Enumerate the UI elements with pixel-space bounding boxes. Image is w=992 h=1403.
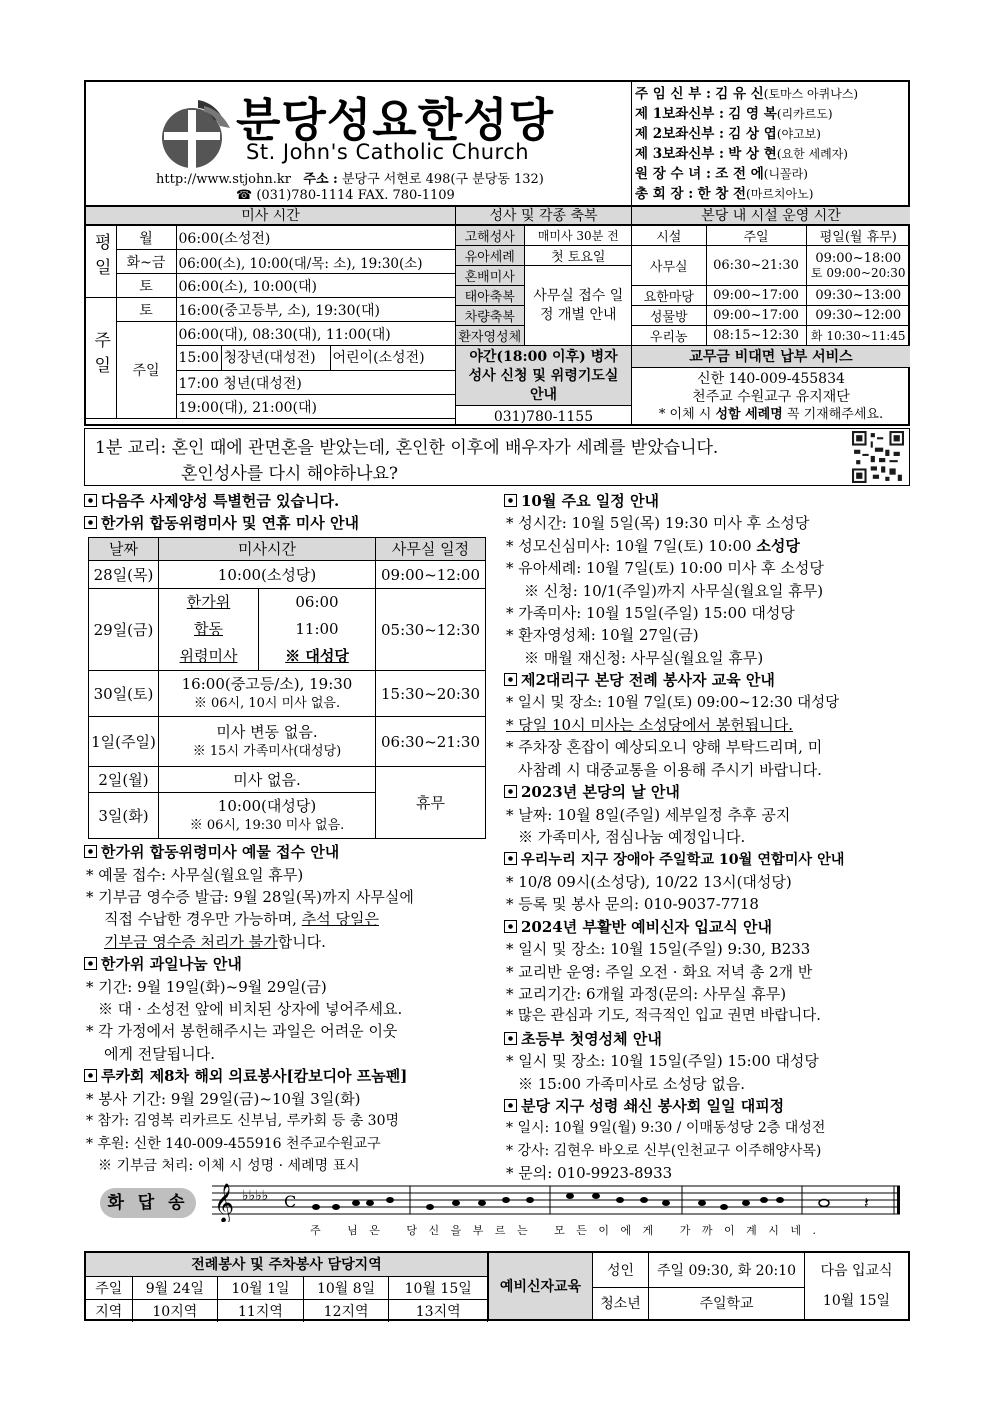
facility-table: 시설 주일 평일(월 휴무) 사무실 06:30~21:30 09:00~18:00 토 09:00~20:30 요한마당 09:00~17:00 09:30~13:00 성물방 09:00~17:00 09:30~12:00 우리농 08:15~12:30 화 10:30~11:45 [632,225,910,346]
notice-heading: 초등부 첫영성체 안내 [504,1028,910,1050]
notice-bullet-icon [84,845,97,858]
notice-bullet-icon [504,1032,517,1045]
svg-text:C: C [284,1192,297,1211]
night-phone: 031)780-1155 [493,409,594,425]
svg-text:𝄞: 𝄞 [214,1183,235,1222]
church-branding [86,82,632,206]
notice-heading: 루카회 제8차 해외 의료봉사[캄보디아 프놈펜] [84,1065,494,1087]
svg-text:♭♭♭♭: ♭♭♭♭ [242,1188,269,1204]
notice-heading: 10월 주요 일정 안내 [504,490,910,512]
sunday-label: 주일 [86,298,116,419]
svg-text:𝄽: 𝄽 [864,1193,869,1212]
notice-bullet-icon [84,516,97,529]
duty-table: 전례봉사 및 주차봉사 담당지역 주일 9월 24일 10월 1일 10월 8일 10월 15일 지역 10지역 11지역 12지역 13지역 [86,1253,488,1322]
notice-heading: 다음주 사제양성 특별헌금 있습니다. [84,490,494,512]
table-row: 주일 토 16:00(중고등부, 소), 19:30(대) [86,298,456,322]
clergy-list [635,84,910,204]
mass-times-table [86,225,456,419]
address-line [156,168,544,187]
table-row: 토 06:00(소), 10:00(대) [86,274,456,298]
notice-bullet-icon [84,494,97,507]
psalm-response [90,1178,910,1238]
table-row: 평일 월 06:00(소성전) [86,226,456,250]
mass-times [86,207,456,425]
address-label: 주소 : [303,172,338,187]
church-name: 분당성요한성당 [236,93,555,147]
doctrine-question: 1분 교리: 혼인 때에 관면혼을 받았는데, 혼인한 이후에 배우자가 세례를 받았습니다. [95,438,719,458]
doctrine-question-cont: 혼인성사를 다시 해야하나요? [181,464,398,484]
notice-bullet-icon [504,494,517,507]
notice-heading: 한가위 합동위령미사 예물 접수 안내 [84,841,494,863]
notice-bullet-icon [504,673,517,686]
clergy-row: 총 회 장 : 한 창 전(마르치아노) [635,186,814,202]
schedule-section [84,206,910,426]
notice-heading: 우리누리 지구 장애아 주일학교 10월 연합미사 안내 [504,849,910,871]
notice-heading: 2024년 부활반 예비신자 입교식 안내 [504,916,910,938]
psalm-label: 화 답 송 [100,1188,196,1218]
bulletin-header [84,80,910,206]
donation-account: 신한 140-009-455834 천주교 수원교구 유지재단 * 이체 시 성함 세례명 꼭 기재해주세요. [658,371,884,422]
notice-bullet-icon [504,1099,517,1112]
notice-heading: 한가위 과일나눔 안내 [84,953,494,975]
chuseok-mass-table: 날짜 미사시간 사무실 일정 28일(목) 10:00(소성당) 09:00~12:00 29일(금) 한가위 합동 위령미사 06:00 11:00 ※ 대성당 05:30~12:30 30일(토) 16:00(중고등/소), 19:30 ※ 06시, 10시 미사 없음. 15:30~20:30 1일(주일) 미사 변동 없음. ※ 15시 가족미사(대성당) 06:30~21:30 2일(월) 미사 없음. 휴무 3일(화) 10:00(대성당) ※ 06시, 19:30 미사 없음. [88,537,486,839]
mass-times-title: 미사 시간 [86,207,455,225]
clergy-row: 원 장 수 녀 : 조 전 에(니꼴라) [635,166,808,182]
clergy-row: 제 1보좌신부 : 김 영 복(리카르도) [635,106,833,122]
psalm-lyrics: 주 님은 당신을부르는 모든이에게 가까이계시네. [310,1224,828,1237]
table-row: 17:00 청년(대성전) [86,371,456,395]
music-staff-icon [212,1178,902,1222]
clergy-row: 주 임 신 부 : 김 유 신(토마스 아퀴나스) [635,86,859,102]
clergy-row: 제 2보좌신부 : 김 상 엽(야고보) [635,126,821,142]
bottom-info [84,1251,910,1321]
notice-heading: 한가위 합동위령미사 및 연휴 미사 안내 [84,512,494,534]
table-row: 화~금 06:00(소), 10:00(대/목: 소), 19:30(소) [86,250,456,274]
table-row: 15:00 청장년(대성전) 어린이(소성전) [86,346,456,371]
notice-bullet-icon [504,785,517,798]
right-column: 10월 주요 일정 안내 * 성시간: 10월 5일(목) 19:30 미사 후 소성당 * 성모신심미사: 10월 7일(토) 10:00 소성당 * 유아세례: 10월 7일(토) 10:00 미사 후 소성당 ※ 신청: 10/1(주일)까지 사무실(월요일 휴무) * 가족미사: 10월 15일(주일) 15:00 대성당 * 환자영성체: 10월 27일(금) ※ 매월 재신청: 사무실(월요일 휴무) 제2대리구 본당 전례 봉사자 교육 안내 * 일시 및 장소: 10월 7일(토) 09:00~12:30 대성당 * 당일 10시 미사는 소성당에서 봉헌됩니다. * 주차장 혼잡이 예상되오니 양해 부탁드리며, 미 사참례 시 대중교통을 이용해 주시기 바랍니다. 2023년 본당의 날 안내 * 날짜: 10월 8일(주일) 세부일정 추후 공지 ※ 가족미사, 점심나눔 예정입니다. 우리누리 지구 장애아 주일학교 10월 연합미사 안내 * 10/8 09시(소성당), 10/22 13시(대성당) * 등록 및 봉사 문의: 010-9037-7718 2024년 부활반 예비신자 입교식 안내 * 일시 및 장소: 10월 15일(주일) 9:30, B233 * 교리반 운영: 주일 오전 · 화요 저녁 총 2개 반 * 교리기간: 6개월 과정(문의: 사무실 휴무) * 많은 관심과 기도, 적극적인 입교 권면 바랍니다. 초등부 첫영성체 안내 * 일시 및 장소: 10월 15일(주일) 15:00 대성당 ※ 15:00 가족미사로 소성당 없음. 분당 지구 성령 쇄신 봉사회 일일 대피정 * 일시: 10월 9일(월) 9:30 / 이매동성당 2층 대성전 * 강사: 김현우 바오로 신부(인천교구 이주해양사목) * 문의: 010-9923-8933 [504,490,910,1185]
doctrine-box [84,428,910,486]
notice-bullet-icon [84,1069,97,1082]
qr-code-icon[interactable] [851,431,905,483]
table-row: 주일 06:00(대), 08:30(대), 11:00(대) [86,322,456,346]
clergy-row: 제 3보좌신부 : 박 상 현(요한 세례자) [635,146,848,162]
sacraments-title: 성사 및 각종 축복 [456,207,631,225]
notice-bullet-icon [504,852,517,865]
facility-title: 본당 내 시설 운영 시간 [632,207,910,225]
sacraments-table: 고해성사 매미사 30분 전 유아세례 첫 토요일 혼배미사 사무실 접수 일정 개별 안내 태아축복 차량축복 환자영성체 [456,225,632,346]
catechumen-table: 예비신자교육 성인 주일 09:30, 화 20:10 다음 입교식 10월 15일 청소년 주일학교 [488,1253,908,1319]
notice-heading: 분당 지구 성령 쇄신 봉사회 일일 대피정 [504,1095,910,1117]
notice-bullet-icon [504,920,517,933]
weekday-label: 평일 [86,226,116,298]
website-link[interactable]: http://www.stjohn.kr [156,172,291,187]
donation-title: 교무금 비대면 납부 서비스 [632,346,910,368]
left-column: 다음주 사제양성 특별헌금 있습니다. 한가위 합동위령미사 및 연휴 미사 안내 날짜 미사시간 사무실 일정 28일(목) 10:00(소성당) 09:00~12:00 29일(금) 한가위 합동 위령미사 06:00 11:00 ※ 대성당 05:30~12:30 30일(토) 16:00(중고등/소), 19:30 ※ 06시, 10시 미사 없음. 15:30~20:30 1일(주일) 미사 변동 없음. ※ 15시 가족미사(대성당) 06:30~21:30 2일(월) 미사 없음. 휴무 3일(화) 10:00(대성당) ※ 06시, 19:30 미사 없음. 한가위 합동위령미사 예물 접수 안내 * 예물 접수: 사무실(월요일 휴무) * 기부금 영수증 발급: 9월 28일(목)까지 사무실에 직접 수납한 경우만 가능하며, 추석 당일은 기부금 영수증 처리가 불가합니다. 한가위 과일나눔 안내 * 기간: 9월 19일(화)~9월 29일(금) ※ 대 · 소성전 앞에 비치된 상자에 넣어주세요. * 각 가정에서 봉헌해주시는 과일은 어려운 이웃 에게 전달됩니다. 루카회 제8차 해외 의료봉사[캄보디아 프놈펜] * 봉사 기간: 9월 29일(금)~10월 3일(화) * 참가: 김영복 리카르도 신부님, 루카회 등 총 30명 * 후원: 신한 140-009-455916 천주교수원교구 ※ 기부금 처리: 이체 시 성명 · 세례명 표시 [84,490,494,1177]
night-anointing-notice: 야간(18:00 이후) 병자성사 신청 및 위령기도실 안내 [456,346,631,406]
table-row: 19:00(대), 21:00(대) [86,395,456,419]
notice-heading: 2023년 본당의 날 안내 [504,781,910,803]
phone-line: ☎ (031)780-1114 FAX. 780-1109 [236,188,455,203]
sacraments [456,207,632,425]
church-english-name: St. John's Catholic Church [246,140,530,164]
address: 분당구 서현로 498(구 분당동 132) [341,172,544,187]
notice-bullet-icon [84,957,97,970]
notice-heading: 제2대리구 본당 전례 봉사자 교육 안내 [504,669,910,691]
church-logo-icon [154,98,236,170]
facility-hours [632,207,910,425]
